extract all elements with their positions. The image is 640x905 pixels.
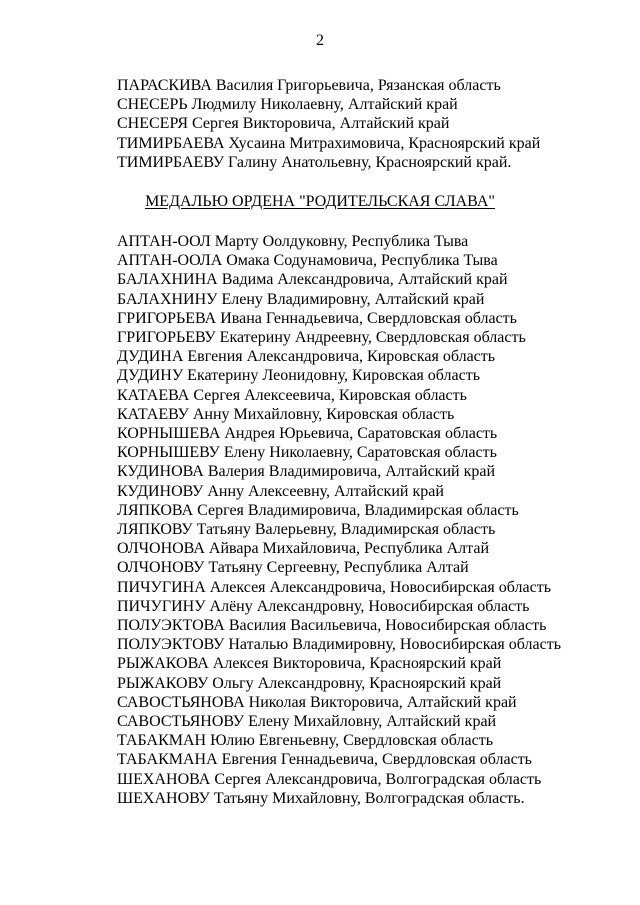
list-item: ЛЯПКОВА Сергея Владимировича, Владимирская область: [117, 501, 519, 519]
list-item: САВОСТЬЯНОВУ Елену Михайловну, Алтайский край: [117, 713, 497, 731]
list-item: ТАБАКМАН Юлию Евгеньевну, Свердловская область: [117, 732, 493, 750]
section-heading-text: МЕДАЛЬЮ ОРДЕНА "РОДИТЕЛЬСКАЯ СЛАВА": [145, 193, 495, 210]
list-item: ПАРАСКИВА Василия Григорьевича, Рязанская область: [117, 77, 501, 94]
list-item: ЛЯПКОВУ Татьяну Валерьевну, Владимирская область: [117, 521, 496, 539]
list-item: ОЛЧОНОВУ Татьяну Сергеевну, Республика Алтай: [117, 559, 469, 577]
list-item: РЫЖАКОВУ Ольгу Александровну, Красноярский край: [117, 674, 502, 692]
list-item: ШЕХАНОВУ Татьяну Михайловну, Волгоградская область.: [117, 789, 525, 807]
list-item: ГРИГОРЬЕВУ Екатерину Андреевну, Свердловская область: [117, 329, 526, 347]
list-item: КУДИНОВУ Анну Алексеевну, Алтайский край: [117, 482, 444, 500]
list-item: АПТАН-ООЛА Омака Содунамовича, Республика Тыва: [117, 252, 498, 270]
list-item: САВОСТЬЯНОВА Николая Викторовича, Алтайский край: [117, 693, 517, 711]
award-list-medal: [117, 232, 561, 808]
list-item: ШЕХАНОВА Сергея Александровича, Волгоградская область: [117, 770, 542, 788]
section-heading: [0, 192, 640, 212]
list-item: РЫЖАКОВА Алексея Викторовича, Красноярский край: [117, 655, 502, 673]
list-item: БАЛАХНИНА Вадима Александровича, Алтайский край: [117, 271, 508, 289]
list-item: СНЕСЕРЯ Сергея Викторовича, Алтайский край: [117, 115, 450, 133]
list-item: ТИМИРБАЕВА Хусаина Митрахимовича, Красноярский край: [117, 134, 541, 152]
list-item: КУДИНОВА Валерия Владимировича, Алтайский край: [117, 463, 496, 481]
list-item: ОЛЧОНОВА Айвара Михайловича, Республика Алтай: [117, 540, 489, 558]
list-item: ПОЛУЭКТОВА Василия Васильевича, Новосибирская область: [117, 617, 547, 635]
list-item: ДУДИНУ Екатерину Леонидовну, Кировская область: [117, 367, 481, 385]
list-item: СНЕСЕРЬ Людмилу Николаевну, Алтайский край: [117, 96, 458, 114]
page-number: 2: [316, 32, 324, 49]
list-item: ДУДИНА Евгения Александровича, Кировская область: [117, 348, 496, 366]
list-item: КАТАЕВУ Анну Михайловну, Кировская область: [117, 405, 455, 423]
list-item: БАЛАХНИНУ Елену Владимировну, Алтайский край: [117, 290, 485, 308]
list-item: ТАБАКМАНА Евгения Геннадьевича, Свердловская область: [117, 751, 532, 769]
award-list-top: [117, 76, 540, 172]
list-item: КОРНЫШЕВА Андрея Юрьевича, Саратовская область: [117, 425, 498, 443]
list-item: КОРНЫШЕВУ Елену Николаевну, Саратовская область: [117, 444, 497, 462]
list-item: ТИМИРБАЕВУ Галину Анатольевну, Красноярский край.: [117, 153, 512, 171]
list-item: ГРИГОРЬЕВА Ивана Геннадьевича, Свердловская область: [117, 309, 517, 327]
list-item: КАТАЕВА Сергея Алексеевича, Кировская область: [117, 386, 467, 404]
list-item: АПТАН-ООЛ Марту Оолдуковну, Республика Тыва: [117, 233, 469, 250]
list-item: ПОЛУЭКТОВУ Наталью Владимировну, Новосибирская область: [117, 636, 561, 654]
list-item: ПИЧУГИНУ Алёну Александровну, Новосибирская область: [117, 597, 530, 615]
list-item: ПИЧУГИНА Алексея Александровича, Новосибирская область: [117, 578, 551, 596]
